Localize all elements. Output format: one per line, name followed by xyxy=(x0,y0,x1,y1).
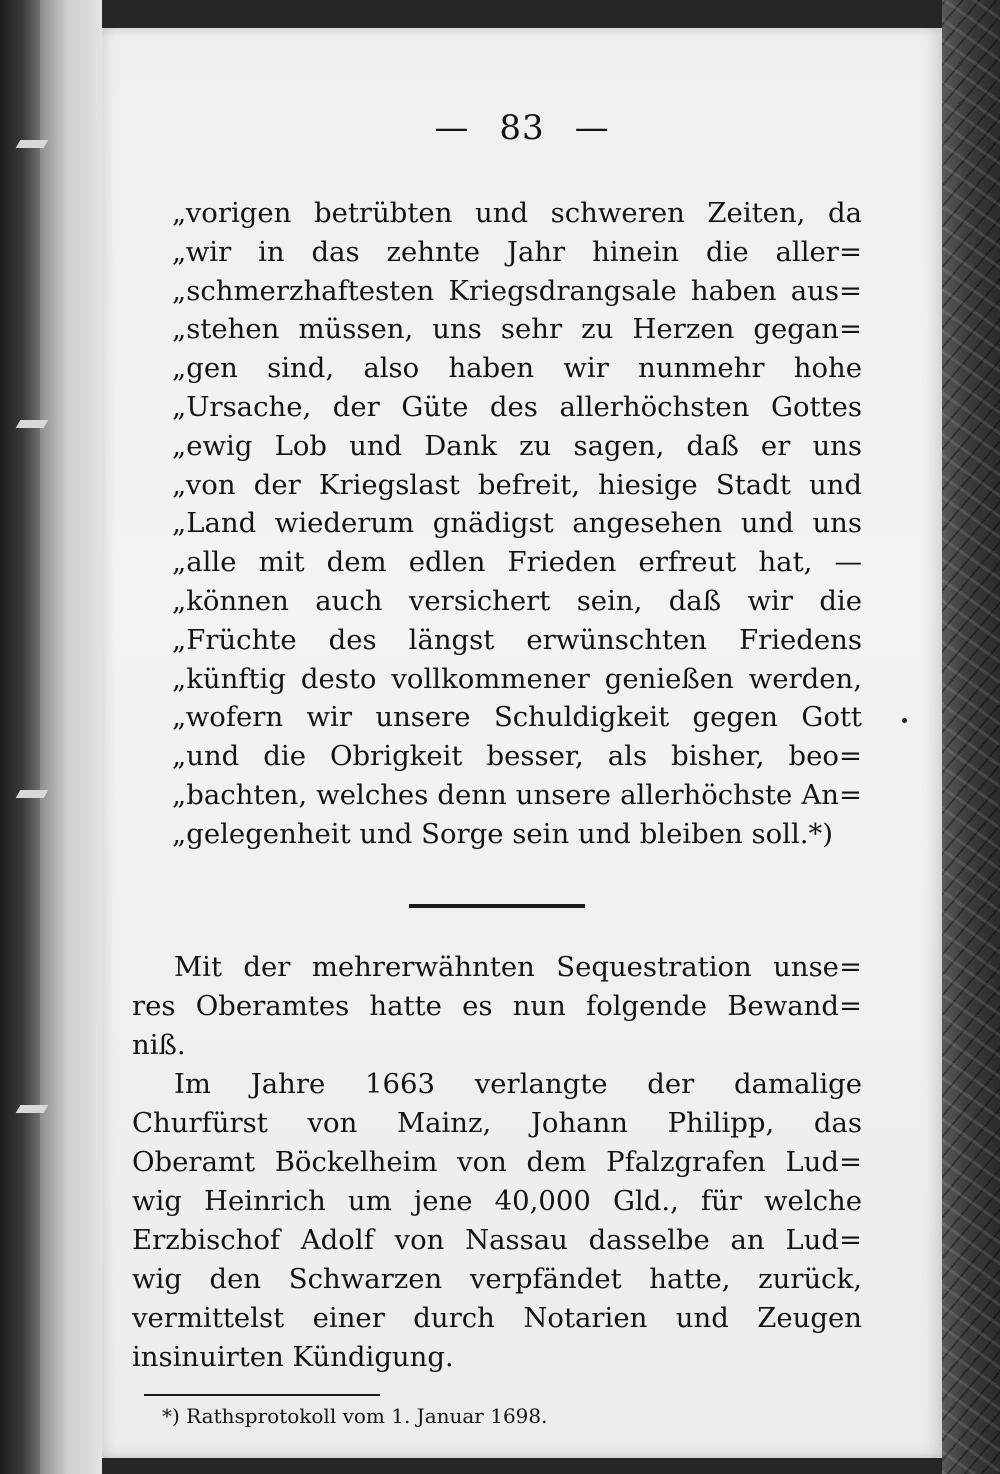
quote-line: „Früchte des längst erwünschten Friedens xyxy=(172,623,862,656)
paper-speck xyxy=(902,718,907,723)
quote-line: „wofern wir unsere Schuldigkeit gegen Gott xyxy=(172,701,862,734)
binding-thread-mark xyxy=(16,1105,49,1113)
footnote-divider xyxy=(144,1394,380,1396)
binding-thread-mark xyxy=(16,420,49,428)
book-page xyxy=(102,28,942,1458)
marbled-cover xyxy=(942,0,1000,1474)
quote-line: „alle mit dem edlen Frieden erfreut hat, — xyxy=(172,546,862,579)
body-paragraphs xyxy=(132,948,862,1377)
body-line: niß. xyxy=(132,1029,186,1061)
body-line: wig Heinrich um jene 40,000 Gld., für welche xyxy=(132,1185,862,1217)
body-line: Mit der mehrerwähnten Sequestration unse= xyxy=(174,951,862,983)
page-number: 83 xyxy=(499,108,545,148)
body-line: wig den Schwarzen verpfändet hatte, zurück, xyxy=(132,1263,862,1295)
section-divider xyxy=(409,904,585,908)
body-line: res Oberamtes hatte es nun folgende Bewand= xyxy=(132,990,862,1022)
binding-thread-mark xyxy=(16,140,49,148)
quote-line: „Ursache, der Güte des allerhöchsten Gottes xyxy=(172,390,862,423)
footnote: *) Rathsprotokoll vom 1. Januar 1698. xyxy=(162,1404,548,1428)
quote-line: „bachten, welches denn unsere allerhöchste An= xyxy=(172,778,862,811)
quote-line: „gen sind, also haben wir nunmehr hohe xyxy=(172,352,862,385)
quoted-passage xyxy=(172,194,862,854)
body-line: Im Jahre 1663 verlangte der damalige xyxy=(174,1068,862,1100)
page-gutter xyxy=(40,0,102,1474)
quote-line: „gelegenheit und Sorge sein und bleiben soll.*) xyxy=(172,817,833,850)
page-number-header xyxy=(102,108,942,148)
quote-line: „vorigen betrübten und schweren Zeiten, da xyxy=(172,197,862,229)
quote-line: „künftig desto vollkommener genießen werden, xyxy=(172,662,862,695)
quote-line: „und die Obrigkeit besser, als bisher, beo= xyxy=(172,740,862,773)
body-line: Erzbischof Adolf von Nassau dasselbe an Lud= xyxy=(132,1224,862,1256)
quote-line: „Land wiederum gnädigst angesehen und uns xyxy=(172,507,862,540)
header-dash-right: — xyxy=(574,108,610,148)
body-line: Oberamt Böckelheim von dem Pfalzgrafen Lud= xyxy=(132,1146,862,1178)
binding-thread-mark xyxy=(16,790,49,798)
quote-line: „können auch versichert sein, daß wir die xyxy=(172,584,862,617)
quote-line: „von der Kriegslast befreit, hiesige Stadt und xyxy=(172,468,862,501)
body-line: insinuirten Kündigung. xyxy=(132,1341,454,1373)
quote-line: „ewig Lob und Dank zu sagen, daß er uns xyxy=(172,429,862,462)
quote-line: „schmerzhaftesten Kriegsdrangsale haben aus= xyxy=(172,274,862,307)
body-line: vermittelst einer durch Notarien und Zeugen xyxy=(132,1302,862,1334)
book-binding-edge xyxy=(0,0,40,1474)
quote-line: „wir in das zehnte Jahr hinein die aller= xyxy=(172,235,862,268)
quote-line: „stehen müssen, uns sehr zu Herzen gegan= xyxy=(172,313,862,346)
header-dash-left: — xyxy=(434,108,470,148)
body-line: Churfürst von Mainz, Johann Philipp, das xyxy=(132,1107,862,1139)
